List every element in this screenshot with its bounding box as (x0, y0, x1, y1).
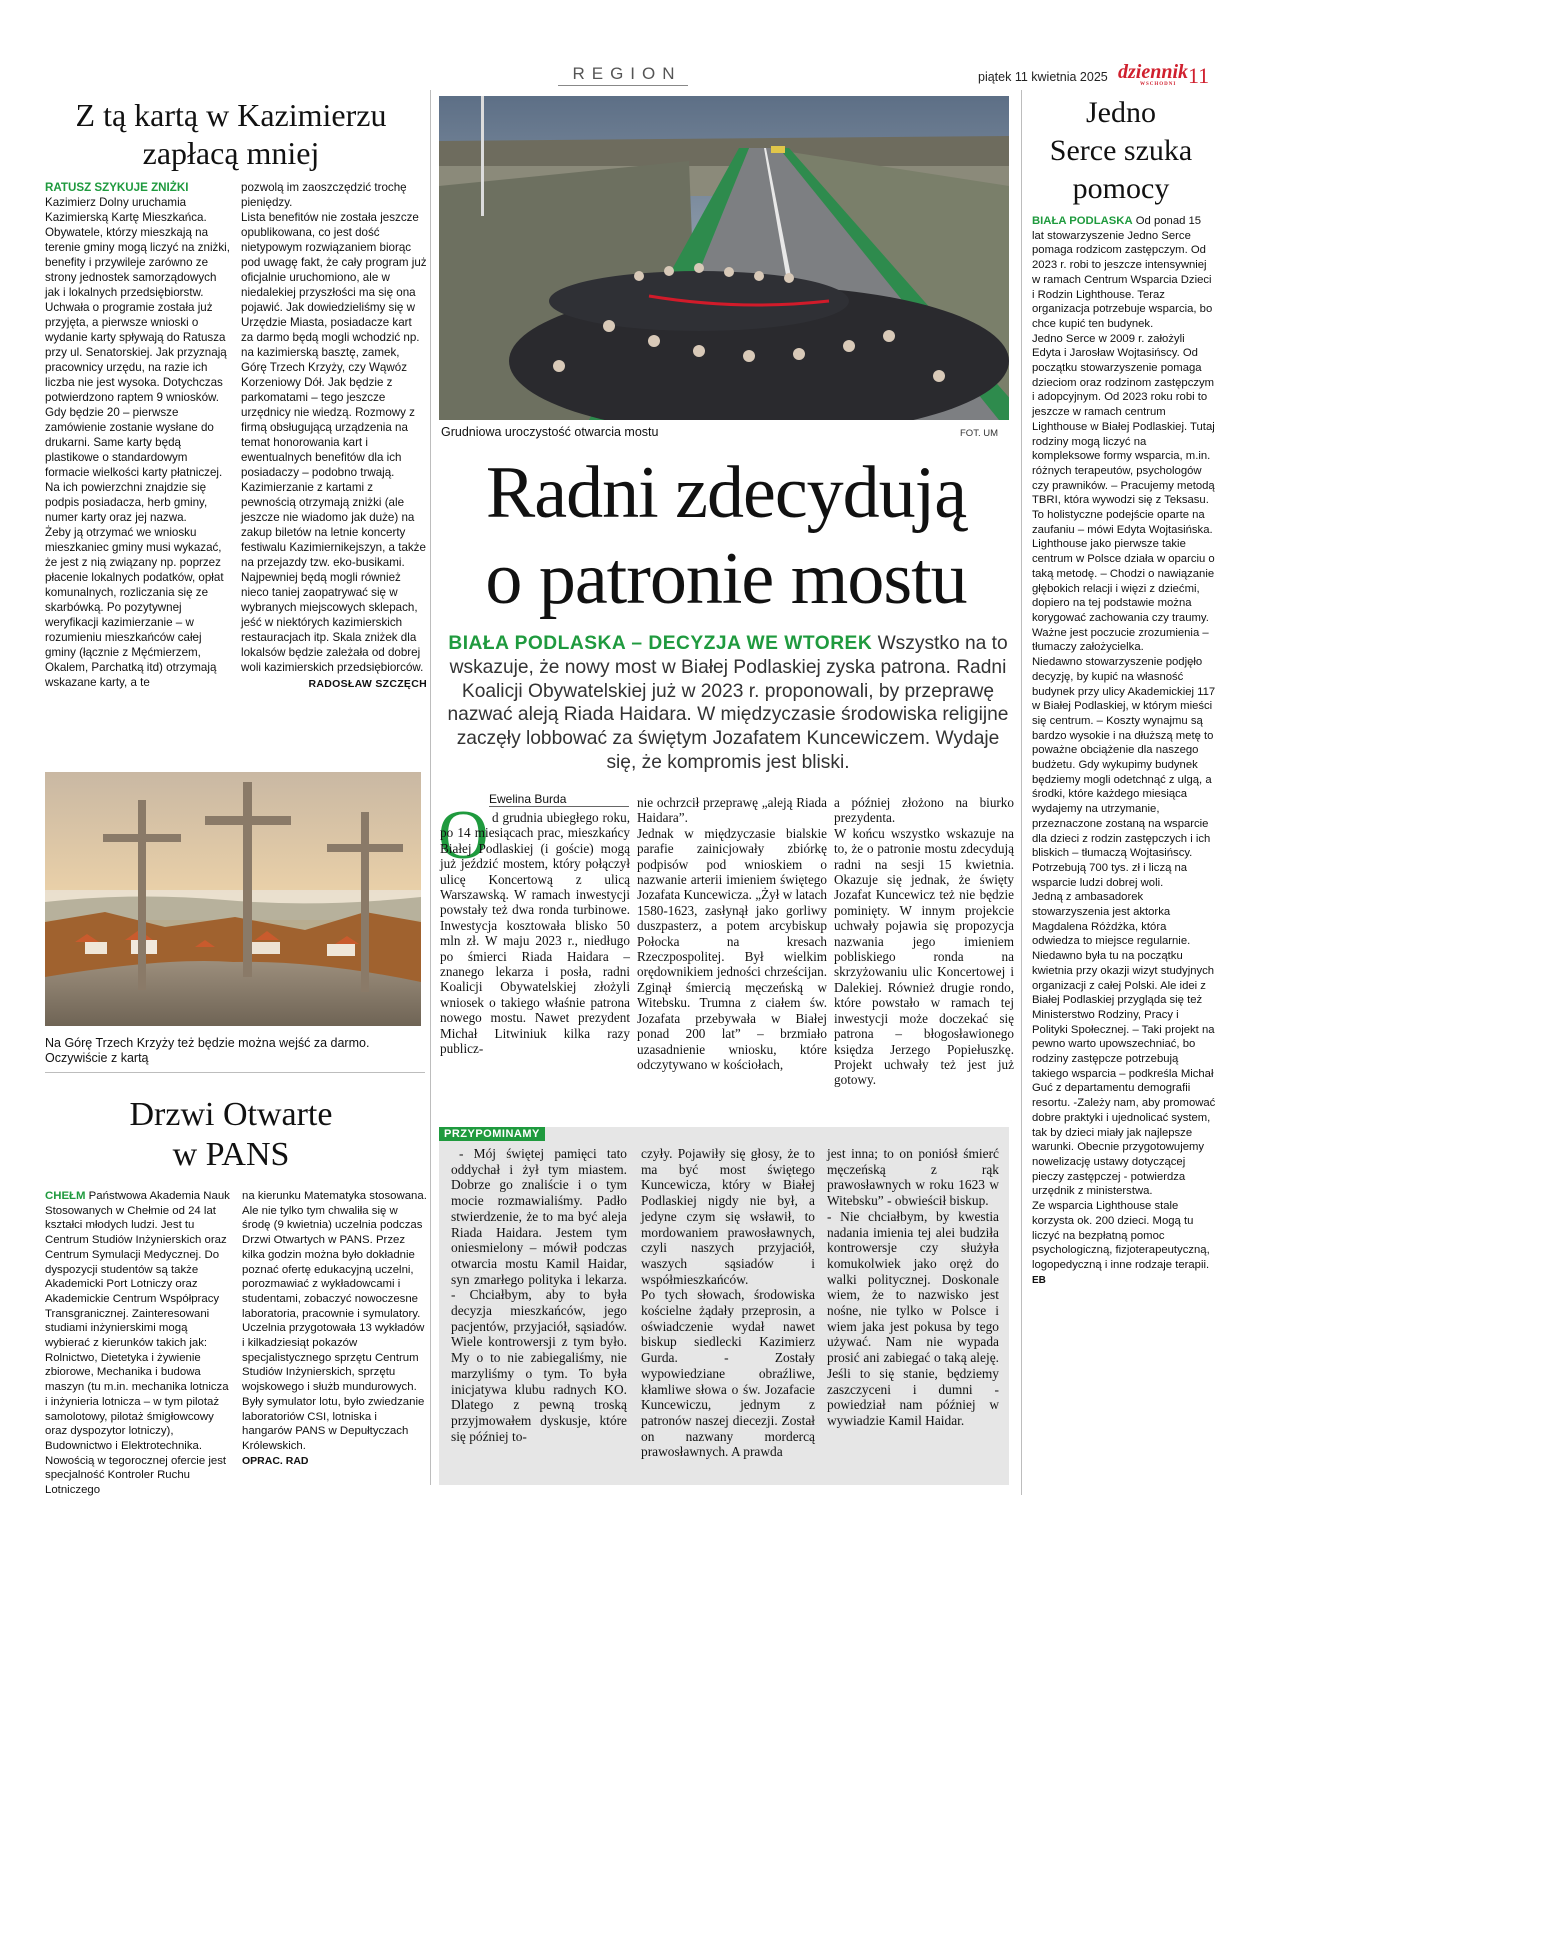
reminder-column-3 (827, 1146, 999, 1429)
kazimierz-text-2: pozwolą im zaoszczędzić trochę pieniędzy. Lista benefitów nie została jeszcze opublikowana, co jest dość nietypowym rozwiązaniem biorąc pod uwagę fakt, że cały program już oficjalnie uruchomiono, ale w niedalekiej przyszłości ma się ona pojawić. Jak dowiedzieliśmy się w Urzędzie Miasta, posiadacze kart za darmo będą mogli wchodzić np. na kazimierską basztę, zamek, Górę Trzech Krzyży, czy Wąwóz Korzeniowy Dół. Jak będzie z parkomatami – tego jeszcze urzędnicy nie wiedzą. Rozmowy z firmą obsługującą urządzenia na temat honorowania kart i ewentualnych benefitów dla ich posiadaczy – podobno trwają. Kazimierzanie z kartami z pewnością otrzymają zniżki (ale jeszcze nie wiadomo jak duże) na zakup biletów na letnie koncerty festiwalu Kazimiernikejszyn, a także na przejazdy tzw. eko-busikami. Najpewniej będą mogli również nieco taniej zaopatrywać się w wybranych miejscowych sklepach, jeść w niektórych kazimierskich restauracjach itp. Skala zniżek dla lokalsów będzie zależała od dobrej woli kazimierskich przedsiębiorców. (241, 181, 427, 674)
kazimierz-column-2 (241, 180, 427, 692)
reminder-text-3: jest inna; to on poniósł śmierć męczeńską z rąk prawosławnych w roku 1623 w Witebsku” - obwieścił biskup. - Nie chciałbym, by kwestia nadania imienia tej alei budziła kontrowersje czy służyła komukolwiek jako oręż do walki politycznej. Doskonale wiem, że to nazwisko jest nośne, nie tylko w Polsce i wiem jaka jest pokusa by tego używać. Nam nie wypada prosić ani zabiegać o taką aleję. Jeśli to się stanie, będziemy zaszczyceni i dumni - powiedział nam później w wywiadzie Kamil Haidar. (827, 1146, 999, 1428)
pans-column-2 (242, 1189, 428, 1468)
three-crosses-photo (45, 772, 421, 1026)
main-column-2 (637, 795, 827, 1072)
main-text-2: nie ochrzcił przeprawę „aleją Riada Haidara”. Jednak w międzyczasie bialskie parafie zainicjowały zbiórkę podpisów pod wnioskiem o nazwanie arterii imieniem świętego Jozafata Kuncewicza. „Żył w latach 1580-1623, zasłynął jako gorliwy duszpasterz, a potem arcybiskup Połocka na kresach Rzeczpospolitej. Był wielkim orędownikiem jedności chrześcijan. Zginął śmiercią męczeńską w Witebsku. Trumna z ciałem św. Jozafata przebywała w Białej ponad 200 lat” – brzmiało uzasadnienie wniosku, które odczytywano w kościołach, (637, 795, 828, 1072)
serce-headline-line1: Jedno (1086, 96, 1156, 129)
issue-date: piątek 11 kwietnia 2025 (978, 70, 1108, 84)
reminder-text-1: - Mój świętej pamięci tato oddychał i żył tym miastem. Dobrze go znaliście i o tym mocie rozmawialiśmy. Padło stwierdzenie, że to ma być aleja Riada Haidara. Jestem tym oniesmielony – mówił podczas otwarcia mostu Kamil Haidar, syn zmarłego polityka i lekarza. - Chciałbym, aby to była decyzja mieszkańców, jego pacjentów, przyjaciół, sąsiadów. Wiele kontrowersji z tym było. My o to nie zabiegaliśmy, nie marzyliśmy o tym. To była inicjatywa klubu radnych KO. Dlatego z pewną troską przyjmowałem dyskusje, które się później to- (451, 1146, 627, 1444)
pans-lead-label: CHEŁM (45, 1190, 86, 1202)
bridge-photo-credit: FOT. UM (960, 428, 998, 439)
column-rule-left (430, 90, 431, 1485)
kazimierz-headline-line2: zapłacą mniej (142, 135, 320, 171)
serce-lead-label: BIAŁA PODLASKA (1032, 215, 1133, 227)
bridge-opening-illustration (439, 96, 1009, 420)
reminder-column-1 (451, 1146, 627, 1444)
serce-column (1032, 214, 1216, 1288)
kazimierz-signature: RADOSŁAW SZCZĘCH (308, 678, 427, 690)
masthead-rule (558, 85, 688, 86)
reminder-label: PRZYPOMINAMY (439, 1127, 545, 1141)
three-crosses-illustration (45, 772, 421, 1026)
pans-column-1 (45, 1189, 233, 1498)
kazimierz-text-1: Kazimierz Dolny uruchamia Kazimierską Kartę Mieszkańca. Obywatele, którzy mieszkają na terenie gminy mogą liczyć na zniżki, benefity i przywileje zarówno ze strony jednostek samorządowych jak i lokalnych przedsiębiorstw. Uchwała o programie została już przyjęta, a pierwsze wnioski o wydanie karty spływają do Ratusza przy ul. Senatorskiej. Jak przyznają pracownicy urzędu, na razie ich liczba nie jest wysoka. Dotychczas potwierdzono raptem 9 wniosków. Gdy będzie 20 – pierwsze zamówienie zostanie wysłane do drukarni. Same karty będą plastikowe o standardowym formacie wielkości karty płatniczej. Na ich powierzchni znajdzie się podpis posiadacza, herb gminy, numer karty oraz jej nazwa. Żeby ją otrzymać we wniosku mieszkaniec gminy musi wykazać, że jest z nią związany np. poprzez płacenie lokalnych podatków, opłat komunalnych, rozliczania się ze skarbówką. Po pozytywnej weryfikacji kazimierzanie – w rozumieniu mieszkańców całej gminy (łącznie z Męćmierzem, Okalem, Parchatką itd) otrzymają wskazane karty, a te (45, 196, 230, 689)
bridge-photo-caption: Grudniowa uroczystość otwarcia mostu (441, 425, 659, 439)
main-drop-cap: O (438, 797, 489, 874)
column-rule-right (1021, 90, 1022, 1495)
logo-text: dziennik (1118, 61, 1189, 83)
kazimierz-bottom-rule (45, 1072, 425, 1073)
kazimierz-column-1 (45, 180, 231, 690)
kazimierz-headline (34, 96, 428, 172)
main-lead-text: Wszystko na to wskazuje, że nowy most w Białej Podlaskiej zyska patrona. Radni Koalicji Obywatelskiej już w 2023 r. proponowali, by przeprawę nazwać aleją Riada Haidara. W międzyczasie środowiska religijne zaczęły lobbować za świętym Jozafatem Kuncewiczem. Wydaje się, że kompromis jest bliski. (447, 633, 1009, 773)
author-rule (489, 806, 629, 807)
serce-headline-line3: pomocy (1072, 172, 1170, 205)
main-text-1: d grudnia ubiegłego roku, po 14 miesiącach prac, mieszkańcy Białej Podlaskiej (i goście) mogą już jeździć mostem, który połączył ulicę Koncertową z ulicą Warszawską. W ramach inwestycji powstały też dwa ronda turbinowe. Inwestycja kosztowała blisko 50 mln zł. W maju 2023 r., niedługo po śmierci Riada Haidara – znanego lekarza i posła, radni Koalicji Obywatelskiej złożyli wniosek o takiego właśnie patrona nowego mostu. Nawet prezydent Michał Litwiniuk kilka razy publicz- (440, 810, 630, 1057)
serce-headline-line2: Serce szuka (1049, 134, 1193, 167)
main-lead-label: BIAŁA PODLASKA – DECYZJA WE WTOREK (448, 633, 873, 654)
pans-signature: OPRAC. RAD (242, 1454, 309, 1467)
reminder-text-2: czyły. Pojawiły się głosy, że to ma być most świętego Kuncewicza, który w Białej Podlaskiej nigdy nie był, a jedyne czym się wsławił, to mordowaniem prawosławnych, czyli naszych przyjaciół, waszych sąsiadów i współmieszkańców. Po tych słowach, środowiska kościelne żądały przeprosin, a oświadczenie wydał nawet biskup siedlecki Kazimierz Gurda. - Zostały wypowiedziane obraźliwe, kłamliwe słowa o św. Jozafacie Kuncewiczu, jednym z patronów naszej diecezji. Został on nazwany mordercą prawosławnych. A prawda (641, 1146, 815, 1460)
page-number: 11 (1188, 63, 1210, 88)
main-text-3: a później złożono na biurko prezydenta. W końcu wszystko wskazuje na to, że o patronie mostu zdecydują radni na sesji 15 kwietnia. Okazuje się jednak, że święty Jozafat Kuncewicz też nie będzie pominięty. W innym projekcie uchwały pojawia się propozycja nazwania jego imieniem pobliskiego ronda na skrzyżowaniu ulic Koncertowej i Dalekiej. Również drugie rondo, które powstało w ramach tej inwestycji może doczekać się patrona – błogosławionego księdza Jerzego Popiełuszkę. Projekt uchwały też jest już gotowy. (834, 795, 1014, 1088)
serce-text: Od ponad 15 lat stowarzyszenie Jedno Serce pomaga rodzicom zastępczym. Od 2023 r. robi to jeszcze intensywniej w ramach Centrum Wsparcia Dzieci i Rodzin Lighthouse. Teraz organizacja potrzebuje wsparcia, bo chce kupić ten budynek. Jedno Serce w 2009 r. założyli Edyta i Jarosław Wojtasińscy. Od początku stowarzyszenie pomaga dzieciom oraz rodzinom zastępczym i adopcyjnym. Od 2023 roku robi to jeszcze w ramach centrum Lighthouse w Białej Podlaskiej. Tutaj rodziny mogą liczyć na kompleksowe formy wsparcia, m.in. różnych terapeutów, psychologów czy prawników. – Pracujemy metodą TBRI, która wywodzi się z Teksasu. To holistyczne podejście oparte na zaufaniu – mówi Edyta Wojtasińska. Lighthouse jako pierwsze takie centrum w Polsce działa w oparciu o taką metodę. – Chodzi o nawiązanie głębokich relacji i więzi z dziećmi, dopiero na tej podstawie można korygować zachowania czy traumy. Ważne jest poczucie zrozumienia – tłumaczy założycielka. Niedawno stowarzyszenie podjęło decyzję, by kupić na własność budynek przy ulicy Akademickiej 117 w Białej Podlaskiej, w którym mieści się centrum. – Koszty wynajmu są bardzo wysokie i na dłuższą metę to poważne obciążenie dla naszego budżetu. Gdy wykupimy budynek będziemy mogli odetchnąć z ulgą, a środki, które każdego miesiąca wydajemy na utrzymanie, przeznaczone zostaną na wsparcie dla dzieci z rodzin zastępczych i ich bliskich – tłumaczą Wojtasińscy. Potrzebują 700 tys. zł i liczą na wsparcie ludzi dobrej woli. Jedną z ambasadorek stowarzyszenia jest aktorka Magdalena Różdżka, która odwiedza to miejsce regularnie. Niedawno była tu na początku kwietnia przy okazji wizyt studyjnych organizacji z całej Polski. Ale idei z Białej Podlaskiej przygląda się też Ministerstwo Rodziny, Pracy i Polityki Społecznej. – Taki projekt na pewno warto upowszechniać, bo rodziny zastępcze potrzebują takiego wsparcia – podkreśla Michał Guć z departamentu demografii resortu. -Zależy nam, aby promować dobre praktyki i ujednolicać system, tak by dzieci miały jak najlepsze warunki. Obecnie przygotowujemy nowelizację ustawy dotyczącej pieczy zastępczej - potwierdza urzędnik z ministerstwa. Ze wsparcia Lighthouse stale korzysta ok. 200 dzieci. Mogą tu liczyć na bezpłatną pomoc psychologiczną, fizjoterapeutyczną, logopedyczną i inne rodzaje terapii. (1032, 215, 1216, 1271)
bridge-photo (439, 96, 1009, 420)
three-crosses-caption: Na Górę Trzech Krzyży też będzie można wejść za darmo. Oczywiście z kartą (45, 1036, 370, 1065)
pans-text-2: na kierunku Matematyka stosowana. Ale nie tylko tym chwaliła się w środę (9 kwietnia) uczelnia podczas Drzwi Otwartych w PANS. Przez kilka godzin można było dokładnie poznać ofertę edukacyjną uczelni, porozmawiać z wykładowcami i studentami, zobaczyć nowoczesne laboratoria, pracownie i symulatory. Uczelnia przygotowała 13 wykładów i kilkadziesiąt pokazów specjalistycznego sprzętu Centrum Studiów Inżynierskich, sprzętu wojskowego i służb mundurowych. Były symulator lotu, było zwiedzanie laboratoriów CSI, lotniska i hangarów PANS w Depułtyczach Królewskich. (242, 1190, 427, 1452)
pans-headline-line1: Drzwi Otwarte (129, 1096, 333, 1133)
serce-signature: EB (1032, 1274, 1046, 1286)
main-headline-line1: Radni zdecydują (485, 452, 967, 534)
kazimierz-headline-line1: Z tą kartą w Kazimierzu (75, 97, 387, 133)
serce-headline (1026, 94, 1216, 208)
main-column-3 (834, 795, 1014, 1088)
kazimierz-lead-label: RATUSZ SZYKUJE ZNIŻKI (45, 181, 189, 194)
section-name: REGION (572, 64, 682, 83)
newspaper-logo (1118, 62, 1188, 87)
main-column-1 (440, 810, 630, 1057)
main-lead (442, 632, 1014, 775)
pans-text-1: Państwowa Akademia Nauk Stosowanych w Chełmie od 24 lat kształci młodych ludzi. Jest tu Centrum Studiów Inżynierskich oraz Centrum Symulacji Medycznej. Do dyspozycji studentów są także Akademicki Port Lotniczy oraz Akademickie Centrum Współpracy Transgranicznej. Zainteresowani studiami inżynierskimi mogą wybierać z kierunków takich jak: Rolnictwo, Dietetyka i żywienie zbiorowe, Mechanika i budowa maszyn (tu m.in. mechanika lotnicza i inżynieria lotnicza – w tym pilotaż samolotowy, pilotaż śmigłowcowy oraz dyspozytor lotniczy), Budownictwo i Elektrotechnika. Nowością w tegorocznej ofercie jest specjalność Kontroler Ruchu Lotniczego (45, 1190, 230, 1497)
pans-headline (34, 1095, 428, 1175)
reminder-column-2 (641, 1146, 815, 1460)
main-headline-line2: o patronie mostu (485, 538, 967, 620)
main-author: Ewelina Burda (489, 792, 567, 806)
logo-subtext: WSCHODNI (1140, 82, 1177, 87)
pans-headline-line2: w PANS (172, 1136, 290, 1173)
main-headline (436, 450, 1016, 622)
